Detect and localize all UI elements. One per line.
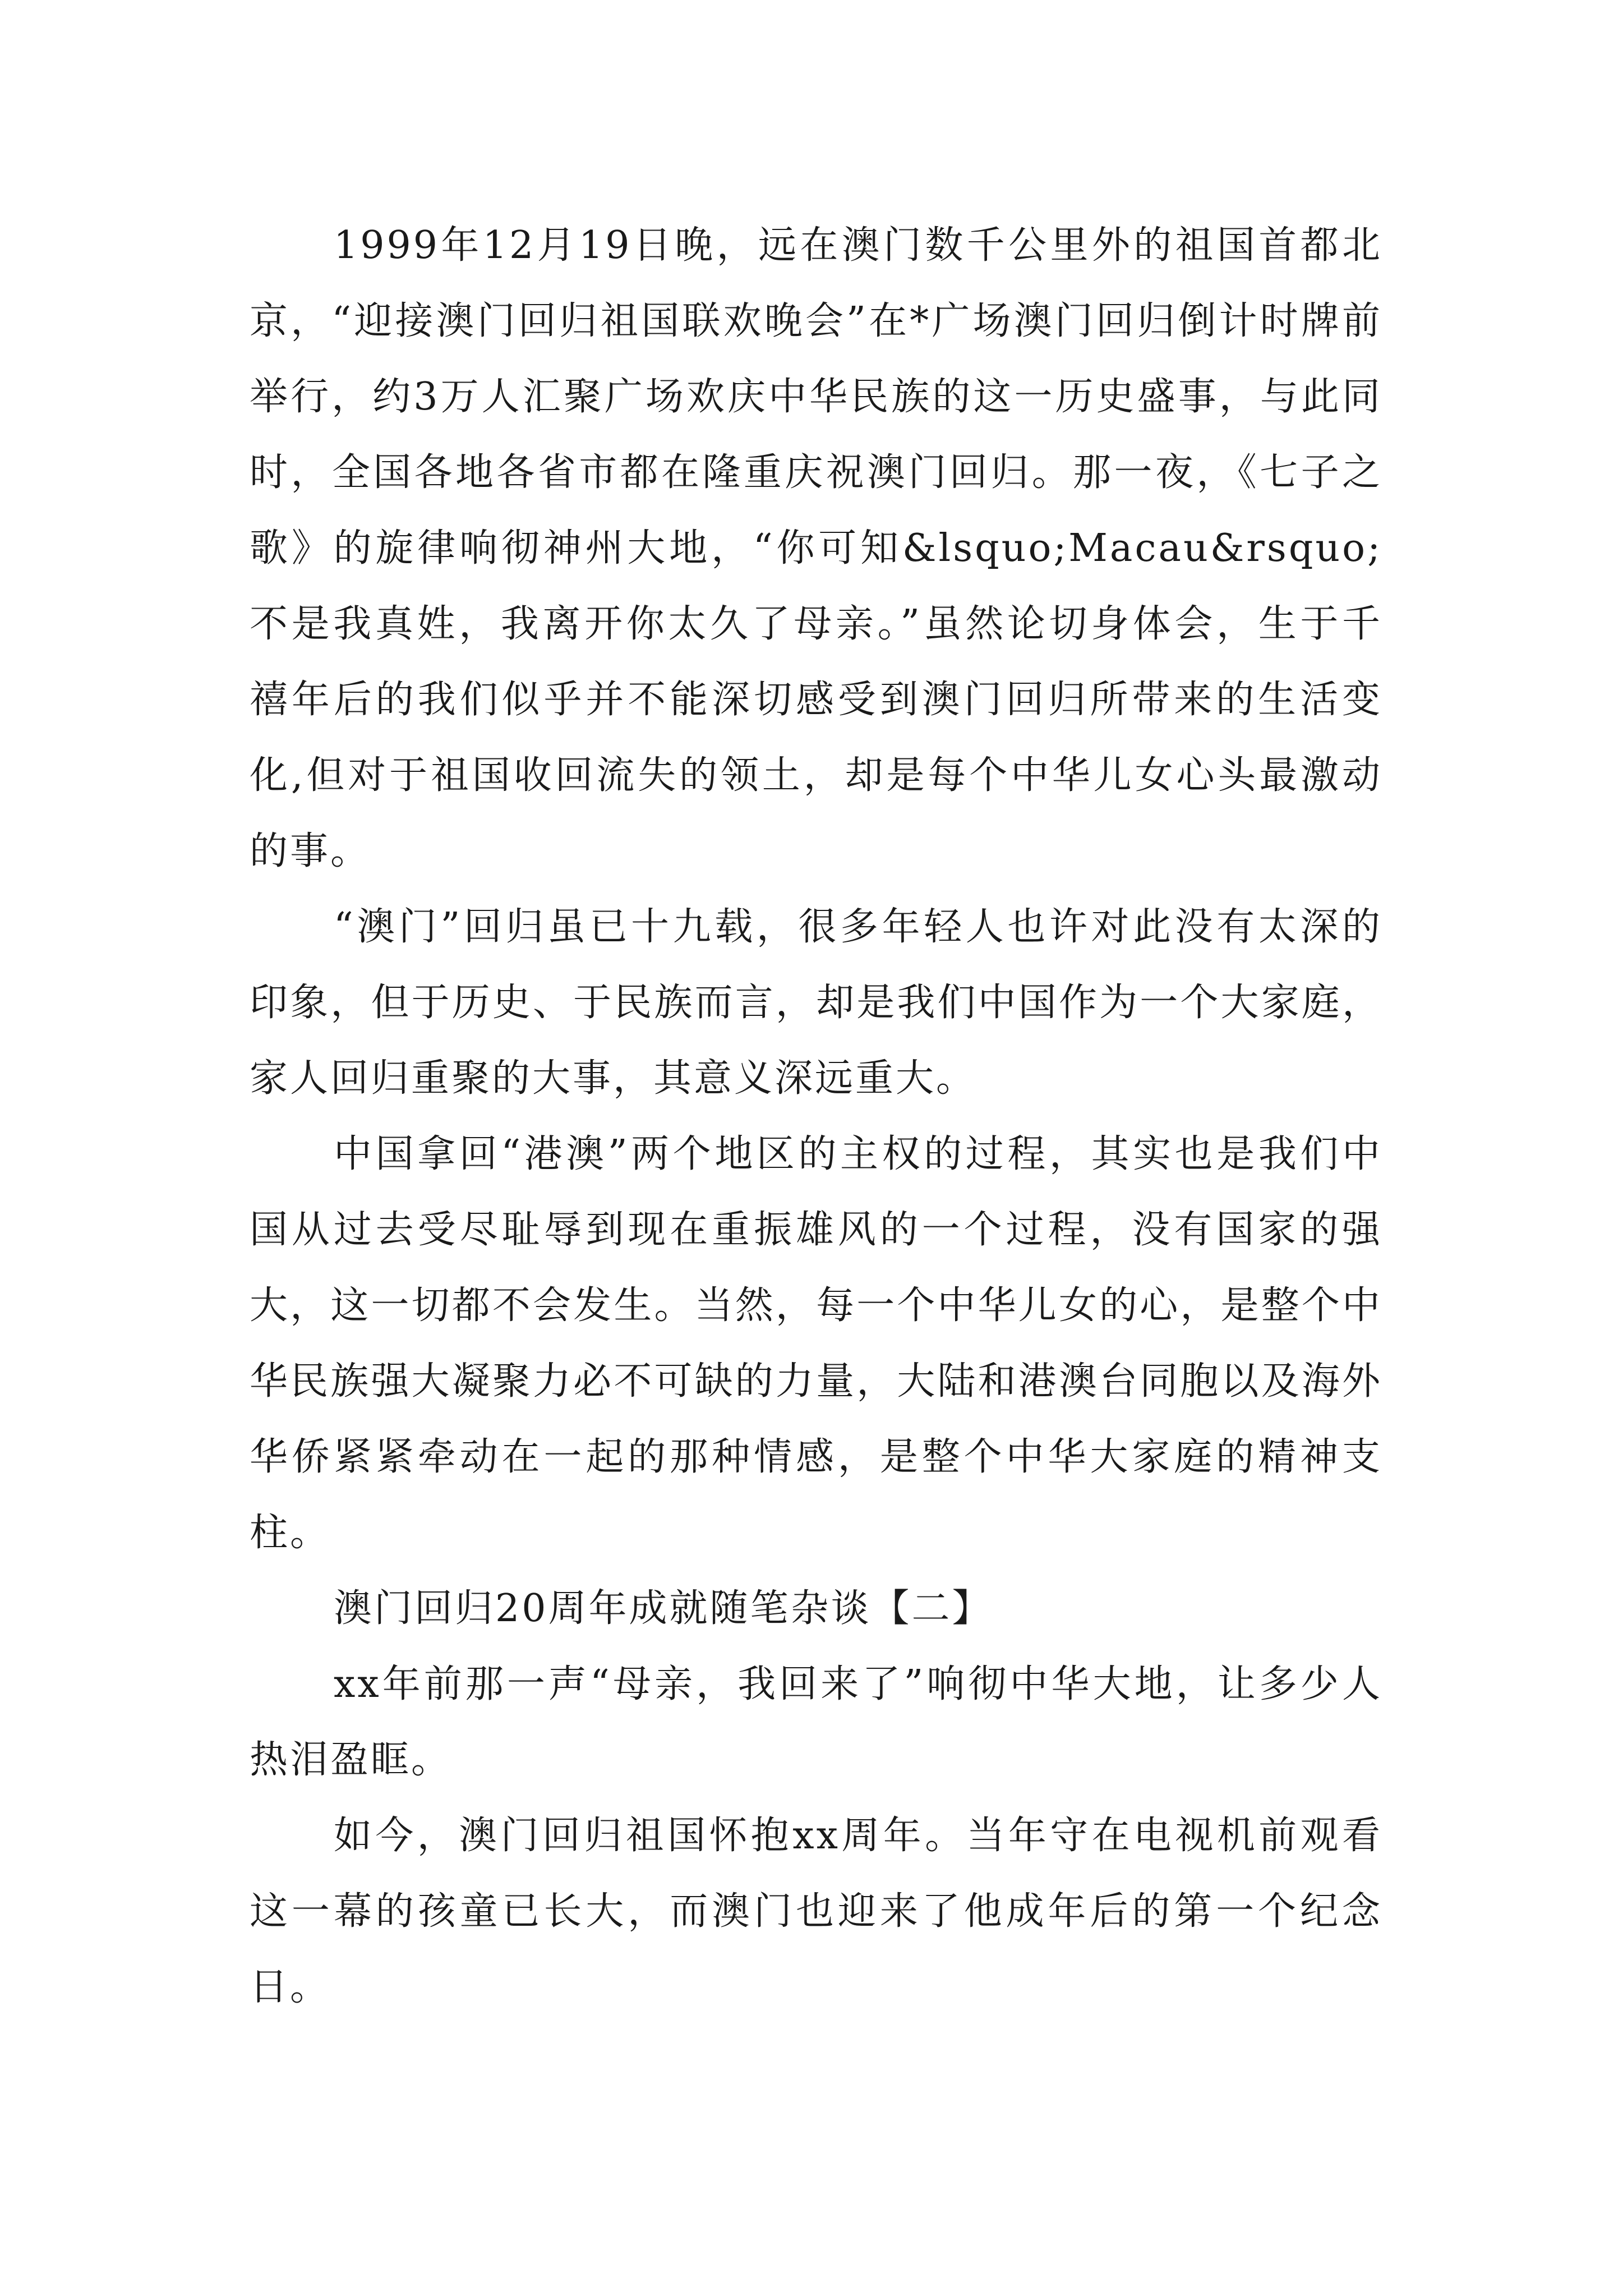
document-body bbox=[250, 208, 1382, 2025]
paragraph-1: 1999年12月19日晚，远在澳门数千公里外的祖国首都北京，“迎接澳门回归祖国联欢晚会”在*广场澳门回归倒计时牌前举行，约3万人汇聚广场欢庆中华民族的这一历史盛事，与此同时，全国各地各省市都在隆重庆祝澳门回归。那一夜，《七子之歌》的旋律响彻神州大地，“你可知&lsquo;Macau&rsquo;不是我真姓，我离开你太久了母亲。”虽然论切身体会，生于千禧年后的我们似乎并不能深切感受到澳门回归所带来的生活变化,但对于祖国收回流失的领土，却是每个中华儿女心头最激动的事。 bbox=[250, 223, 1383, 873]
section-heading: 澳门回归20周年成就随笔杂谈【二】 bbox=[334, 1586, 993, 1631]
paragraph-5: 如今，澳门回归祖国怀抱xx周年。当年守在电视机前观看这一幕的孩童已长大，而澳门也迎来了他成年后的第一个纪念日。 bbox=[250, 1814, 1382, 2009]
paragraph-4: xx年前那一声“母亲，我回来了”响彻中华大地，让多少人热泪盈眶。 bbox=[250, 1662, 1382, 1782]
paragraph-2: “澳门”回归虽已十九载，很多年轻人也许对此没有太深的印象，但于历史、于民族而言，却是我们中国作为一个大家庭，家人回归重聚的大事，其意义深远重大。 bbox=[250, 905, 1382, 1101]
paragraph-3: 中国拿回“港澳”两个地区的主权的过程，其实也是我们中国从过去受尽耻辱到现在重振雄风的一个过程，没有国家的强大，这一切都不会发生。当然，每一个中华儿女的心，是整个中华民族强大凝聚力必不可缺的力量，大陆和港澳台同胞以及海外华侨紧紧牵动在一起的那种情感，是整个中华大家庭的精神支柱。 bbox=[250, 1132, 1382, 1555]
